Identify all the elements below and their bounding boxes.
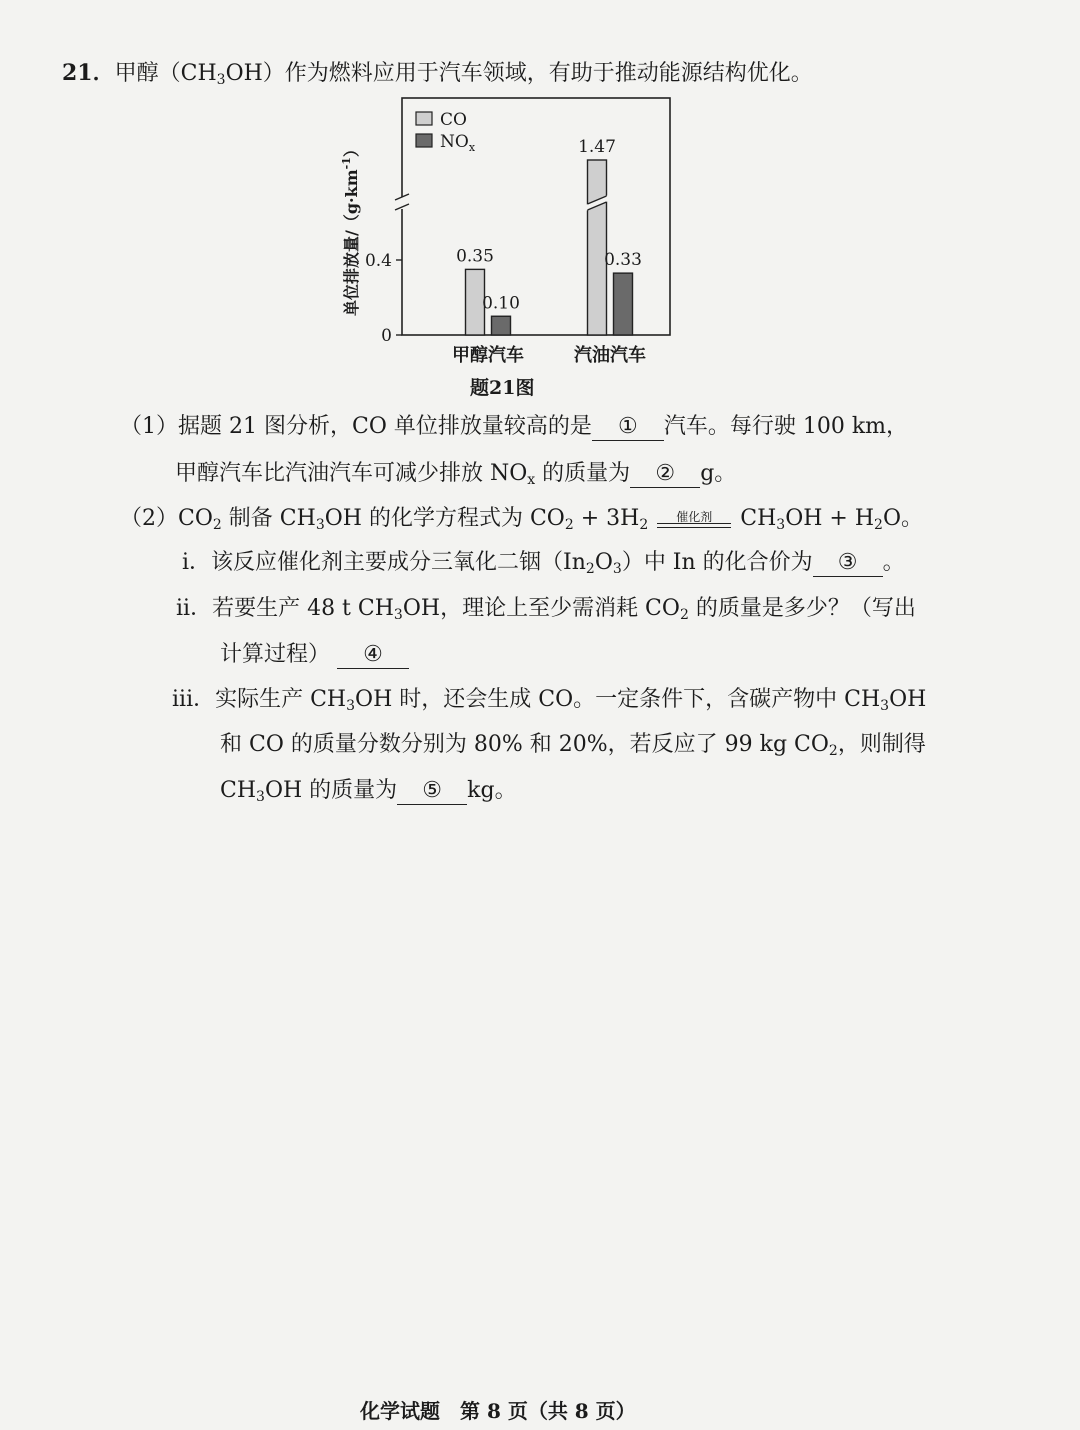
answer-blank-5[interactable]: ⑤ bbox=[397, 778, 467, 805]
sub-question-i: i．该反应催化剂主要成分三氧化二铟$(In_2O_3)$中 In 的化合价为 ③ 。 bbox=[182, 550, 905, 577]
y-tick-label: 0.4 bbox=[364, 251, 392, 271]
question-intro: 21．甲醇$(CH_3OH)$作为燃料应用于汽车领域，有助于推动能源结构优化。 bbox=[62, 60, 813, 88]
sub-question-ii-line2: 计算过程） ④ bbox=[220, 640, 409, 670]
figure-caption: 题21图 bbox=[470, 377, 535, 399]
page-footer: 化学试题 第 8 页（共 8 页） bbox=[360, 1399, 636, 1423]
part1-line1: （1）据题 21 图分析，CO 单位排放量较高的是 ① 汽车。每行驶 100 km， bbox=[120, 414, 909, 439]
bar-co-2 bbox=[588, 160, 607, 335]
answer-blank-3[interactable]: ③ bbox=[813, 550, 883, 577]
sub-question-iii-line3: $CH_3OH$ 的质量为 ⑤ kg。 bbox=[220, 778, 517, 805]
bar-value-label: 0.35 bbox=[456, 246, 494, 267]
answer-blank-2[interactable]: ② bbox=[630, 461, 700, 488]
sub-question-ii-line1: ii．若要生产 48 t $CH_3OH$，理论上至少需消耗 $CO_2$ 的质量是多少？（写出 bbox=[176, 596, 916, 623]
sub-question-iii-line1: iii．实际生产 $CH_3OH$ 时，还会生成 CO。一定条件下，含碳产物中 $CH_3OH$ bbox=[172, 687, 927, 714]
answer-blank-1[interactable]: ① bbox=[592, 414, 664, 441]
legend-swatch-no bbox=[416, 134, 432, 147]
bar-value-label: 1.47 bbox=[578, 137, 616, 157]
part2-equation-line: $(2)CO_2$ 制备 $CH_3OH$ 的化学方程式为 $CO_2 + 3H_2$ 催化剂 $CH_3OH + H_2O$。 bbox=[120, 506, 923, 533]
bar-value-label: 0.33 bbox=[604, 250, 642, 271]
part1-line2: 甲醇汽车比汽油汽车可减少排放 $NO_x$ 的质量为 ② g。 bbox=[175, 461, 737, 488]
x-category-label: 汽油汽车 bbox=[574, 345, 646, 366]
question-number: 21． bbox=[62, 60, 115, 86]
sub-question-iii-line2: 和 CO 的质量分数分别为 80% 和 20%，若反应了 99 kg $CO_2$，则制得 bbox=[220, 732, 926, 759]
legend-label-co: CO bbox=[440, 110, 467, 130]
emission-bar-chart bbox=[330, 88, 680, 373]
x-category-label: 甲醇汽车 bbox=[452, 345, 524, 366]
bar-value-label: 0.10 bbox=[482, 293, 520, 314]
y-tick-label: 0 bbox=[381, 326, 392, 346]
answer-blank-4[interactable]: ④ bbox=[337, 642, 409, 669]
catalyst-equals-sign: 催化剂 bbox=[655, 504, 733, 534]
y-axis-label: 单位排放量$/(g\cdot km^{-1})$ bbox=[340, 141, 361, 316]
bar-no-2 bbox=[614, 273, 633, 335]
legend-label-no: $NO_x$ bbox=[440, 132, 476, 154]
legend-swatch-co bbox=[416, 112, 432, 125]
bar-no-1 bbox=[492, 316, 511, 335]
